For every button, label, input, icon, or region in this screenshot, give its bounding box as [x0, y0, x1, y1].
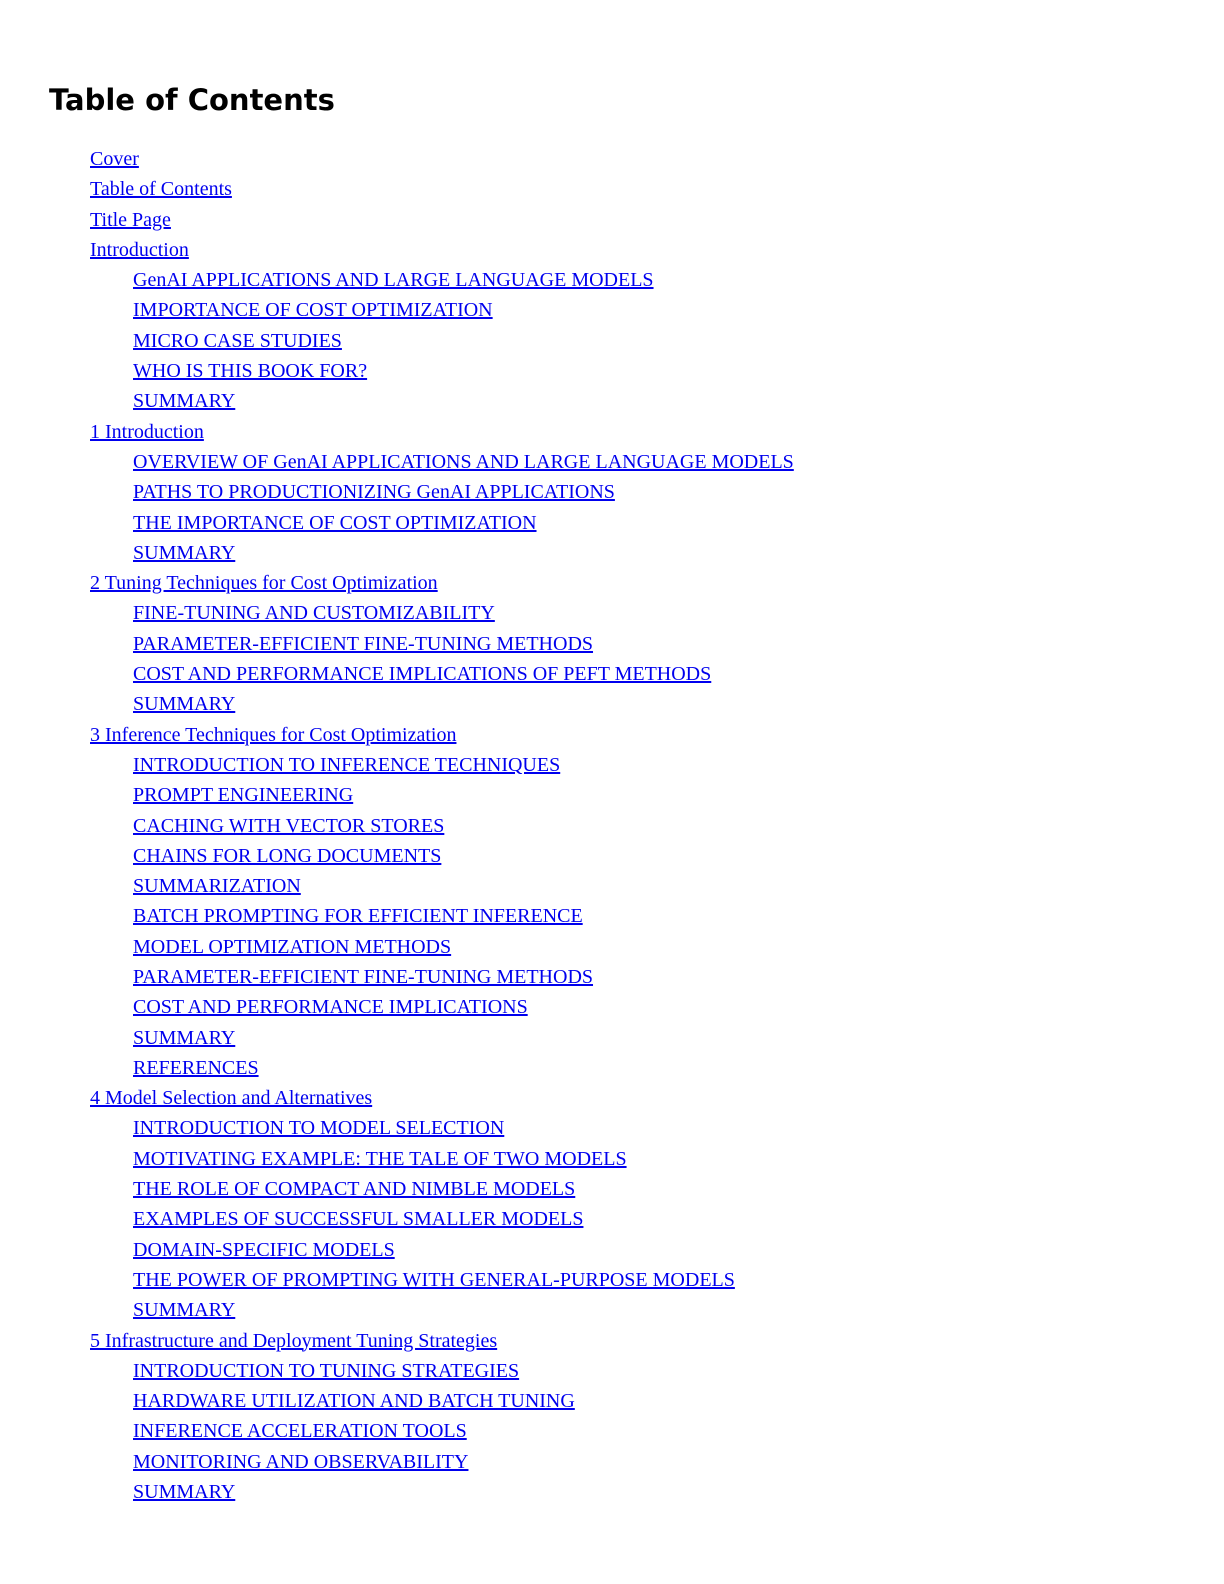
toc-row	[0, 932, 1224, 962]
toc-row	[0, 1084, 1224, 1114]
toc-row	[0, 750, 1224, 780]
toc-link[interactable]: HARDWARE UTILIZATION AND BATCH TUNING	[133, 1390, 575, 1413]
toc-link[interactable]: MOTIVATING EXAMPLE: THE TALE OF TWO MODELS	[133, 1147, 627, 1170]
toc-link[interactable]: DOMAIN-SPECIFIC MODELS	[133, 1238, 395, 1261]
toc-row	[0, 356, 1224, 386]
toc-row	[0, 1235, 1224, 1265]
toc-link[interactable]: 4 Model Selection and Alternatives	[90, 1087, 373, 1110]
toc-link[interactable]: EXAMPLES OF SUCCESSFUL SMALLER MODELS	[133, 1208, 584, 1231]
toc-link[interactable]: Table of Contents	[90, 178, 232, 201]
toc-row	[0, 811, 1224, 841]
toc-link[interactable]: WHO IS THIS BOOK FOR?	[133, 360, 368, 383]
toc-row	[0, 599, 1224, 629]
toc-link[interactable]: Cover	[90, 147, 139, 170]
toc-link[interactable]: SUMMARY	[133, 1481, 236, 1504]
toc-link[interactable]: INFERENCE ACCELERATION TOOLS	[133, 1420, 467, 1443]
page-title: Table of Contents	[49, 83, 335, 117]
toc-row	[0, 569, 1224, 599]
toc-row	[0, 781, 1224, 811]
toc-row	[0, 1114, 1224, 1144]
toc-link[interactable]: FINE-TUNING AND CUSTOMIZABILITY	[133, 602, 495, 625]
toc-row	[0, 1265, 1224, 1295]
toc-link[interactable]: INTRODUCTION TO MODEL SELECTION	[133, 1117, 505, 1140]
toc-row	[0, 1447, 1224, 1477]
toc-row	[0, 235, 1224, 265]
toc-row	[0, 629, 1224, 659]
toc-row	[0, 144, 1224, 174]
toc-row	[0, 1326, 1224, 1356]
toc-link[interactable]: INTRODUCTION TO TUNING STRATEGIES	[133, 1359, 520, 1382]
toc-link[interactable]: 5 Infrastructure and Deployment Tuning Strategies	[90, 1329, 498, 1352]
toc-link[interactable]: 2 Tuning Techniques for Cost Optimization	[90, 572, 438, 595]
toc-row	[0, 478, 1224, 508]
toc-row	[0, 993, 1224, 1023]
toc-row	[0, 1205, 1224, 1235]
toc-link[interactable]: MICRO CASE STUDIES	[133, 329, 342, 352]
toc-link[interactable]: PATHS TO PRODUCTIONIZING GenAI APPLICATIONS	[133, 481, 615, 504]
toc-link[interactable]: Title Page	[90, 208, 171, 231]
toc-list	[0, 144, 1224, 1507]
toc-link[interactable]: SUMMARY	[133, 390, 236, 413]
toc-row	[0, 690, 1224, 720]
toc-row	[0, 205, 1224, 235]
toc-link[interactable]: 1 Introduction	[90, 420, 204, 443]
toc-link[interactable]: Introduction	[90, 238, 189, 261]
toc-link[interactable]: SUMMARIZATION	[133, 875, 301, 898]
toc-link[interactable]: OVERVIEW OF GenAI APPLICATIONS AND LARGE LANGUAGE MODELS	[133, 450, 794, 473]
toc-row	[0, 1144, 1224, 1174]
toc-row	[0, 1296, 1224, 1326]
toc-link[interactable]: SUMMARY	[133, 1299, 236, 1322]
toc-link[interactable]: MONITORING AND OBSERVABILITY	[133, 1450, 469, 1473]
toc-link[interactable]: COST AND PERFORMANCE IMPLICATIONS OF PEFT METHODS	[133, 663, 712, 686]
toc-link[interactable]: IMPORTANCE OF COST OPTIMIZATION	[133, 299, 493, 322]
toc-row	[0, 538, 1224, 568]
toc-link[interactable]: THE POWER OF PROMPTING WITH GENERAL-PURPOSE MODELS	[133, 1268, 735, 1291]
toc-row	[0, 175, 1224, 205]
toc-link[interactable]: GenAI APPLICATIONS AND LARGE LANGUAGE MODELS	[133, 269, 654, 292]
toc-link[interactable]: CHAINS FOR LONG DOCUMENTS	[133, 844, 442, 867]
toc-row	[0, 1417, 1224, 1447]
toc-row	[0, 841, 1224, 871]
toc-link[interactable]: THE ROLE OF COMPACT AND NIMBLE MODELS	[133, 1178, 576, 1201]
toc-link[interactable]: 3 Inference Techniques for Cost Optimization	[90, 723, 457, 746]
toc-row	[0, 387, 1224, 417]
toc-row	[0, 326, 1224, 356]
toc-row	[0, 720, 1224, 750]
toc-link[interactable]: SUMMARY	[133, 1026, 236, 1049]
toc-row	[0, 871, 1224, 901]
toc-row	[0, 508, 1224, 538]
toc-link[interactable]: CACHING WITH VECTOR STORES	[133, 814, 445, 837]
toc-row	[0, 266, 1224, 296]
toc-row	[0, 447, 1224, 477]
toc-row	[0, 659, 1224, 689]
toc-link[interactable]: REFERENCES	[133, 1056, 259, 1079]
toc-link[interactable]: BATCH PROMPTING FOR EFFICIENT INFERENCE	[133, 905, 583, 928]
toc-link[interactable]: PARAMETER-EFFICIENT FINE-TUNING METHODS	[133, 632, 594, 655]
toc-link[interactable]: SUMMARY	[133, 541, 236, 564]
toc-row	[0, 296, 1224, 326]
toc-link[interactable]: INTRODUCTION TO INFERENCE TECHNIQUES	[133, 753, 561, 776]
toc-row	[0, 1356, 1224, 1386]
toc-row	[0, 1477, 1224, 1507]
toc-link[interactable]: THE IMPORTANCE OF COST OPTIMIZATION	[133, 511, 537, 534]
toc-row	[0, 1174, 1224, 1204]
toc-link[interactable]: PROMPT ENGINEERING	[133, 784, 354, 807]
toc-row	[0, 1053, 1224, 1083]
toc-link[interactable]: PARAMETER-EFFICIENT FINE-TUNING METHODS	[133, 966, 594, 988]
toc-row	[0, 902, 1224, 932]
toc-row	[0, 417, 1224, 447]
toc-link[interactable]: COST AND PERFORMANCE IMPLICATIONS	[133, 996, 528, 1019]
toc-row	[0, 1387, 1224, 1417]
toc-row	[0, 962, 1224, 992]
toc-link[interactable]: SUMMARY	[133, 693, 236, 716]
toc-link[interactable]: MODEL OPTIMIZATION METHODS	[133, 935, 452, 958]
toc-row	[0, 1023, 1224, 1053]
